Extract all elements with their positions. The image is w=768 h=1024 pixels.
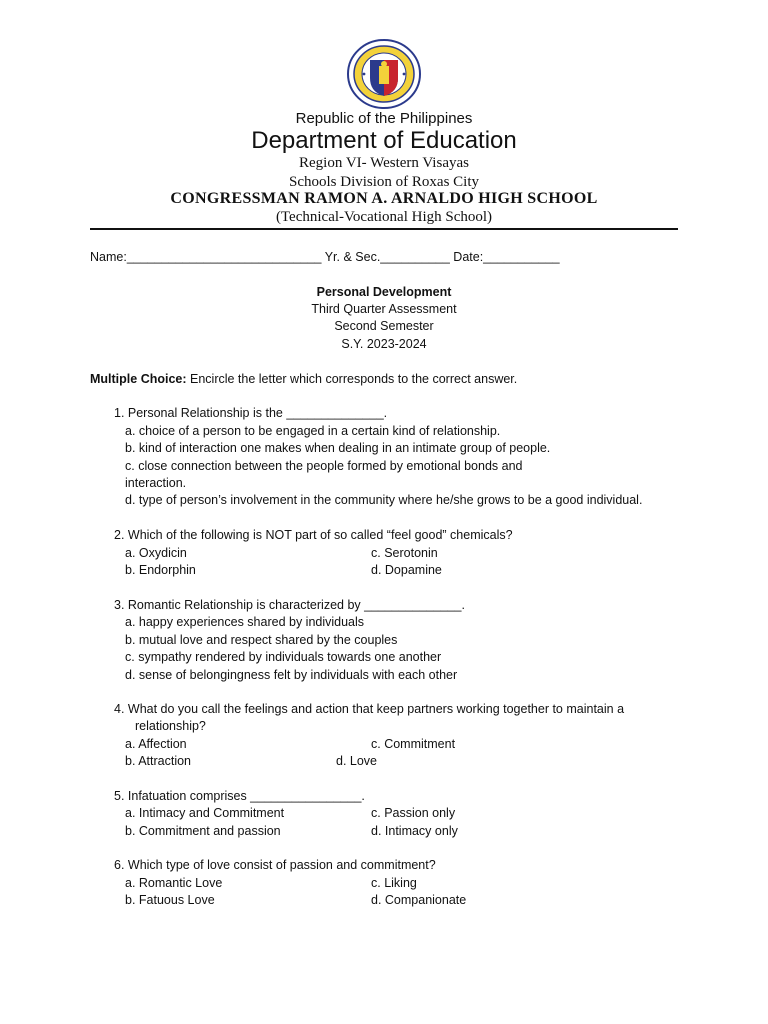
answer-option[interactable]: b. Commitment and passion <box>125 824 281 838</box>
region-line: Region VI- Western Visayas <box>299 155 469 171</box>
answer-option[interactable]: d. Love <box>336 754 378 768</box>
instructions-text: Encircle the letter which corresponds to the correct answer. <box>186 372 518 386</box>
answer-option[interactable]: b. kind of interaction one makes when dealing in an intimate group of people. <box>125 441 551 455</box>
answer-option[interactable]: c. Liking <box>371 876 417 890</box>
instructions <box>90 371 517 388</box>
question-stem-continuation: relationship? <box>135 719 206 733</box>
answer-option[interactable]: d. Intimacy only <box>371 824 458 838</box>
exam-subject: Personal Development <box>316 285 452 299</box>
answer-option[interactable]: a. Intimacy and Commitment <box>125 806 285 820</box>
exam-assessment: Third Quarter Assessment <box>311 302 457 316</box>
answer-option[interactable]: c. Passion only <box>371 806 456 820</box>
school-type: (Technical-Vocational High School) <box>275 209 493 225</box>
answer-option[interactable]: d. sense of belongingness felt by individuals with each other <box>125 668 458 682</box>
instructions-label: Multiple Choice: <box>90 372 187 386</box>
answer-option[interactable]: b. mutual love and respect shared by the couples <box>125 633 398 647</box>
answer-option[interactable]: a. happy experiences shared by individuals <box>125 615 365 629</box>
question-stem: 4. What do you call the feelings and action that keep partners working together to maintain a <box>114 702 625 716</box>
answer-option[interactable]: d. Companionate <box>371 893 467 907</box>
answer-option[interactable]: a. choice of a person to be engaged in a certain kind of relationship. <box>125 424 501 438</box>
school-name: CONGRESSMAN RAMON A. ARNALDO HIGH SCHOOL <box>170 190 598 207</box>
question-stem: 2. Which of the following is NOT part of so called “feel good” chemicals? <box>114 528 513 542</box>
department-title: Department of Education <box>251 127 517 154</box>
division-line: Schools Division of Roxas City <box>288 174 479 190</box>
answer-option[interactable]: c. Commitment <box>371 737 456 751</box>
header-divider <box>90 228 678 230</box>
deped-seal-icon <box>346 38 422 110</box>
answer-option[interactable]: d. type of person’s involvement in the community where he/she grows to be a good individual. <box>125 493 643 507</box>
republic-line: Republic of the Philippines <box>295 110 473 127</box>
exam-school-year: S.Y. 2023-2024 <box>341 337 427 351</box>
student-info-line: Name:____________________________ Yr. & Sec.__________ Date:___________ <box>90 250 560 264</box>
answer-option[interactable]: a. Romantic Love <box>125 876 223 890</box>
answer-option[interactable]: c. close connection between the people formed by emotional bonds and <box>125 459 523 473</box>
answer-option[interactable]: a. Oxydicin <box>125 546 187 560</box>
question-stem: 6. Which type of love consist of passion and commitment? <box>114 858 436 872</box>
answer-option[interactable]: c. Serotonin <box>371 546 438 560</box>
question-stem: 1. Personal Relationship is the ______________. <box>114 406 388 420</box>
answer-option[interactable]: c. sympathy rendered by individuals towards one another <box>125 650 442 664</box>
answer-option[interactable]: b. Fatuous Love <box>125 893 215 907</box>
answer-option-continuation: interaction. <box>125 476 187 490</box>
exam-semester: Second Semester <box>334 319 434 333</box>
answer-option[interactable]: d. Dopamine <box>371 563 442 577</box>
answer-option[interactable]: b. Endorphin <box>125 563 196 577</box>
answer-option[interactable]: a. Affection <box>125 737 187 751</box>
question-stem: 3. Romantic Relationship is characterized by ______________. <box>114 598 465 612</box>
question-stem: 5. Infatuation comprises ________________. <box>114 789 365 803</box>
answer-option[interactable]: b. Attraction <box>125 754 192 768</box>
